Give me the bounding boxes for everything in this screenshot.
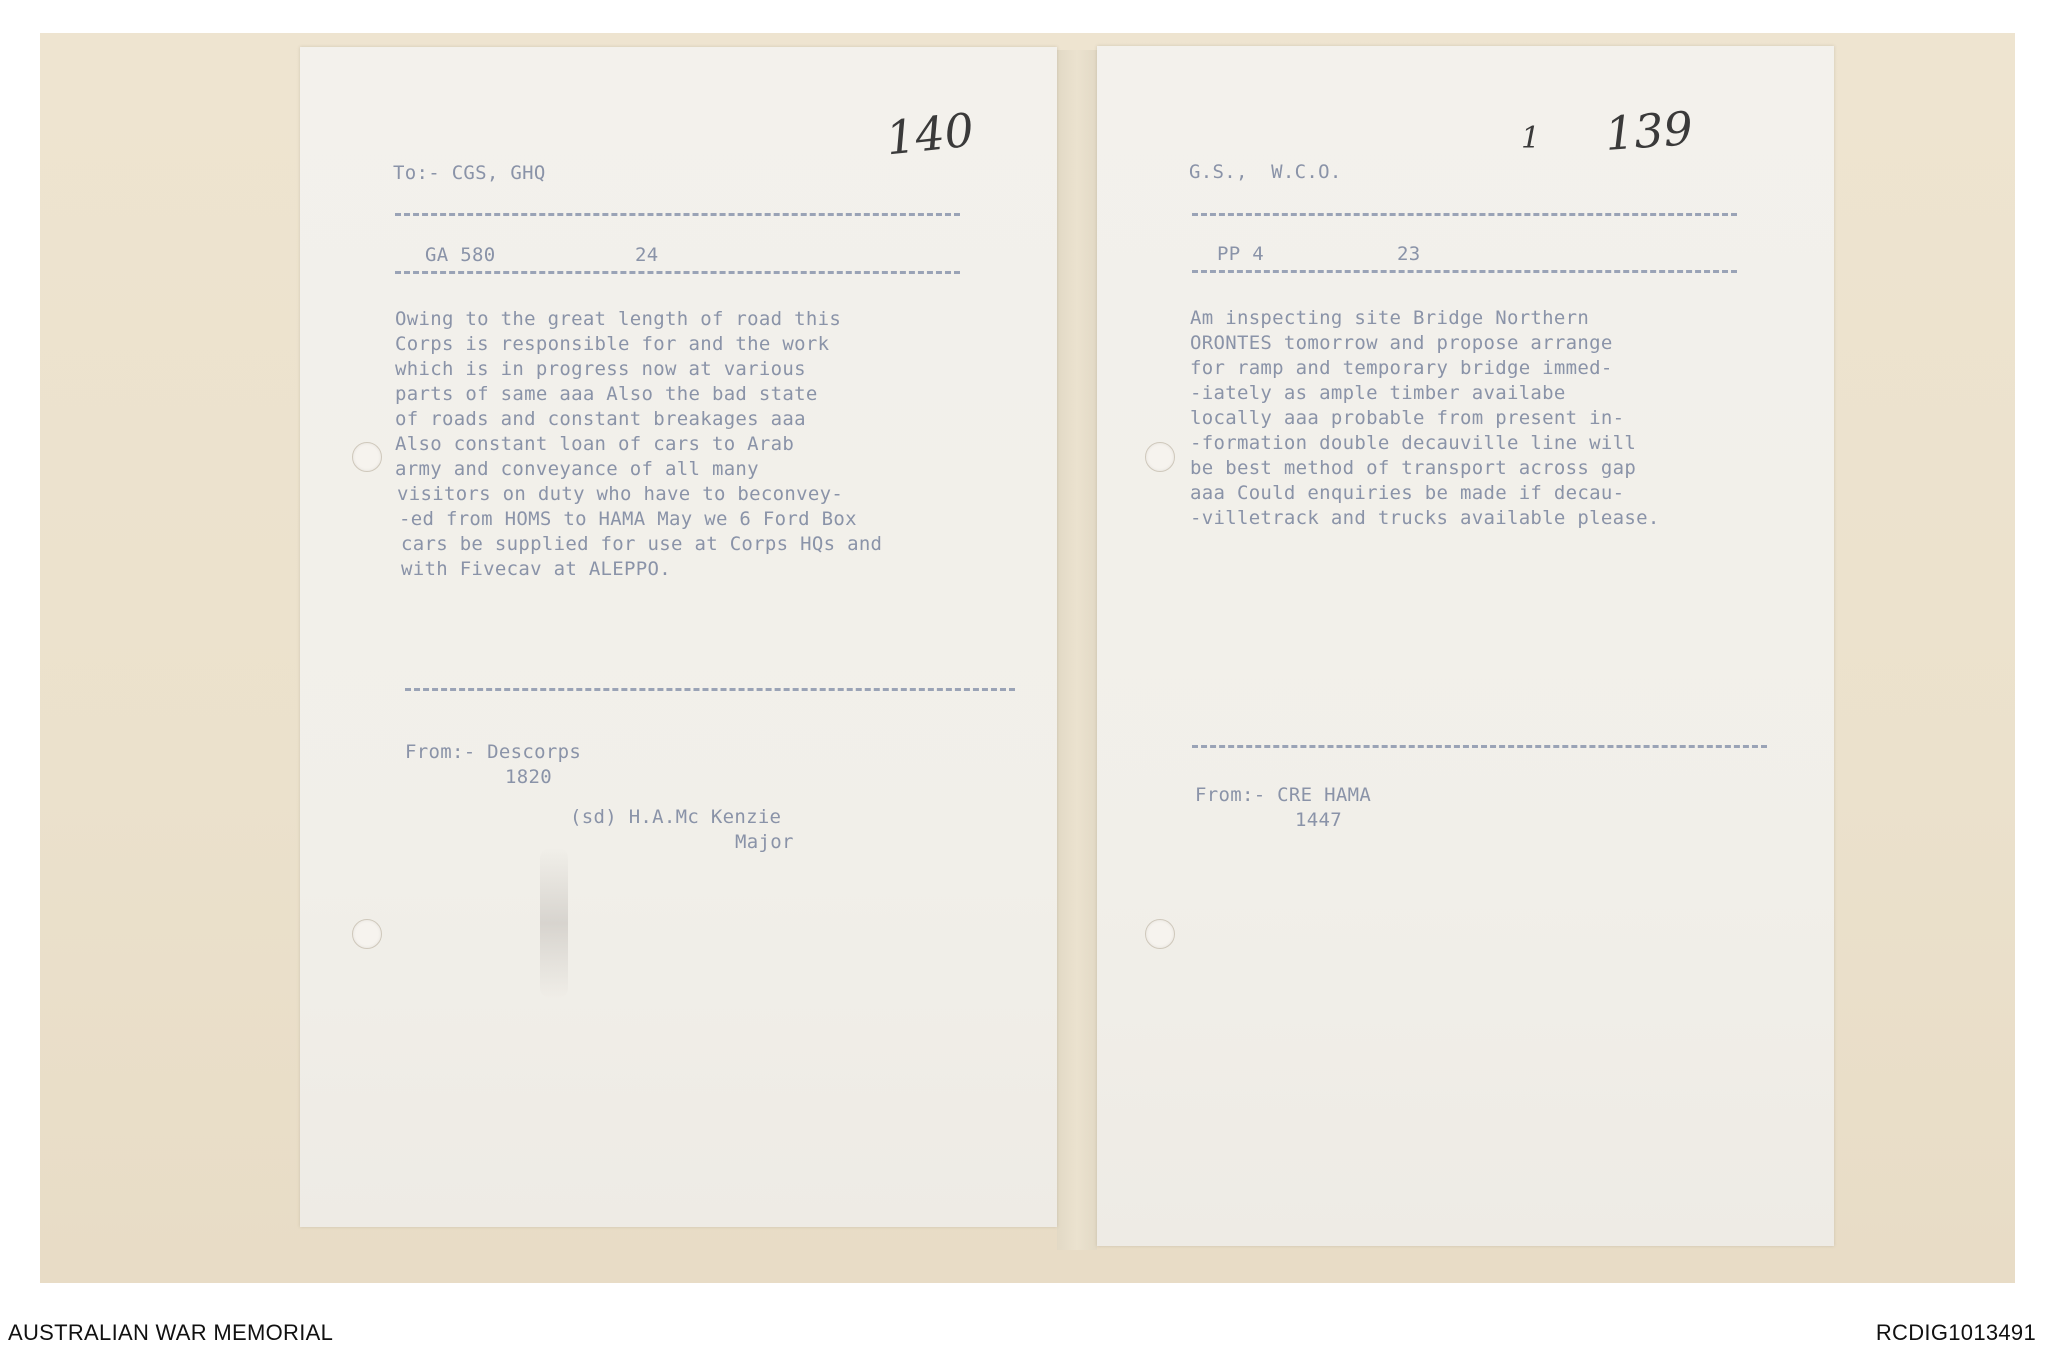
left-header-rule-bottom — [395, 271, 960, 274]
right-from-line: From:- CRE HAMA — [1195, 784, 1372, 806]
left-ref-date: 24 — [635, 244, 659, 266]
right-footer-rule — [1192, 745, 1767, 748]
right-ref-date: 23 — [1397, 243, 1421, 265]
right-body-line: -iately as ample timber availabe — [1190, 382, 1566, 404]
left-body-line: with Fivecav at ALEPPO. — [401, 558, 671, 580]
left-body-line: parts of same aaa Also the bad state — [395, 383, 818, 405]
left-folio-number: 140 — [883, 102, 977, 166]
left-from-line: From:- Descorps — [405, 741, 582, 763]
catalogue-id: RCDIG1013491 — [1875, 1320, 2036, 1345]
right-tick-mark: 1 — [1521, 121, 1541, 156]
left-signature: (sd) H.A.Mc Kenzie — [570, 806, 782, 828]
left-body-line: -ed from HOMS to HAMA May we 6 Ford Box — [399, 508, 857, 530]
left-footer-rule — [405, 688, 1015, 691]
left-rank: Major — [735, 831, 794, 853]
left-ref-code: GA 580 — [425, 244, 496, 266]
right-body-line: Am inspecting site Bridge Northern — [1190, 307, 1590, 329]
punch-hole — [352, 919, 382, 949]
left-body-line: visitors on duty who have to beconvey- — [397, 483, 844, 505]
right-from-time: 1447 — [1295, 809, 1342, 831]
right-body-line: aaa Could enquiries be made if decau- — [1190, 482, 1625, 504]
right-folio-number: 139 — [1603, 101, 1695, 161]
right-body-line: locally aaa probable from present in- — [1190, 407, 1625, 429]
punch-hole — [1145, 442, 1175, 472]
left-body-line: cars be supplied for use at Corps HQs and — [401, 533, 883, 555]
left-body-line: Owing to the great length of road this — [395, 308, 842, 330]
left-body-line: Corps is responsible for and the work — [395, 333, 830, 355]
ink-smudge — [540, 848, 568, 998]
right-to-line: G.S., W.C.O. — [1189, 161, 1342, 183]
right-header-rule-bottom — [1192, 270, 1737, 273]
right-body-line: ORONTES tomorrow and propose arrange — [1190, 332, 1613, 354]
left-body-line: Also constant loan of cars to Arab — [395, 433, 795, 455]
left-header-rule-top — [395, 213, 960, 216]
left-message-form — [300, 47, 1057, 1227]
mount-center-gap — [1057, 50, 1097, 1250]
left-body-line: which is in progress now at various — [395, 358, 806, 380]
left-to-line: To:- CGS, GHQ — [393, 162, 546, 184]
punch-hole — [352, 442, 382, 472]
right-body-line: -villetrack and trucks available please. — [1190, 507, 1660, 529]
right-header-rule-top — [1192, 213, 1737, 216]
right-body-line: -formation double decauville line will — [1190, 432, 1637, 454]
right-body-line: for ramp and temporary bridge immed- — [1190, 357, 1613, 379]
institution-credit: AUSTRALIAN WAR MEMORIAL — [8, 1320, 334, 1345]
punch-hole — [1145, 919, 1175, 949]
right-body-line: be best method of transport across gap — [1190, 457, 1637, 479]
left-from-time: 1820 — [505, 766, 552, 788]
right-ref-code: PP 4 — [1217, 243, 1264, 265]
left-body-line: of roads and constant breakages aaa — [395, 408, 806, 430]
left-body-line: army and conveyance of all many — [395, 458, 759, 480]
right-message-form — [1097, 46, 1834, 1246]
